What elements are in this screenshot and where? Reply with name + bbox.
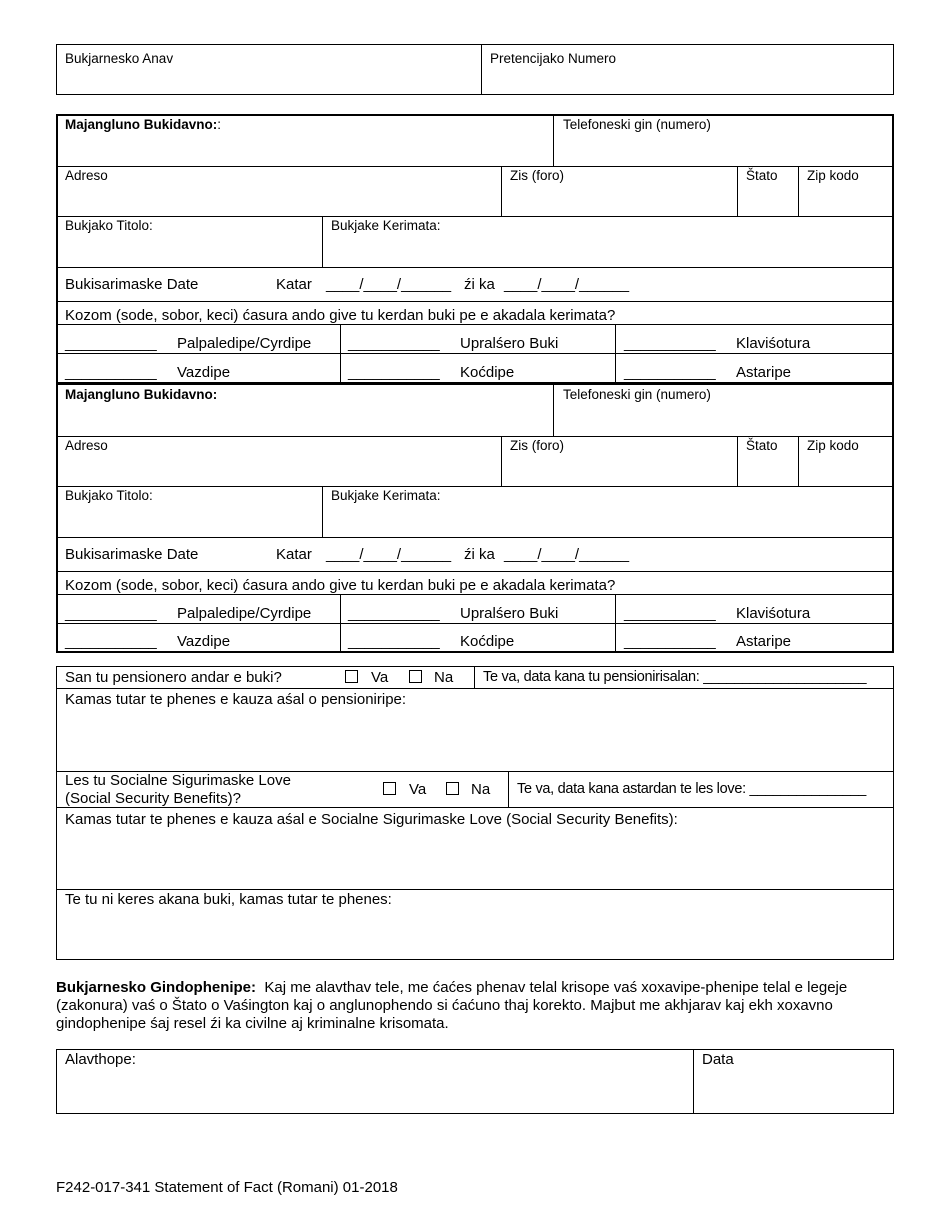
retirement-yes-label: Va (371, 669, 389, 686)
divider (737, 436, 738, 487)
activity-hours-blank[interactable]: ___________ (348, 633, 440, 650)
activity-label: Klaviśotura (736, 605, 811, 622)
signature-field[interactable] (58, 1071, 691, 1112)
employer-2-job-duties-field[interactable] (324, 507, 892, 536)
employer-1-name-label: Majangluno Bukidavno:: (65, 117, 222, 132)
employer-2-job-title-label: Bukjako Titolo: (65, 488, 153, 503)
activity-label: Palpaledipe/Cyrdipe (177, 605, 312, 622)
employer-2-to-date[interactable]: ____/____/______ (504, 546, 630, 563)
employer-1-job-title-field[interactable] (58, 237, 321, 266)
retirement-explain-field[interactable] (58, 710, 892, 769)
retirement-explain-label: Kamas tutar te phenes e kauza aśal o pensioniripe: (65, 691, 407, 708)
divider (508, 771, 509, 807)
ss-no-label: Na (471, 781, 491, 798)
activity-hours-blank[interactable]: ___________ (348, 364, 440, 381)
divider (57, 486, 893, 487)
signature-date-field[interactable] (695, 1071, 892, 1112)
declaration-line-3: gindophenipe śaj resel źi ka civilne aj kriminalne krisomata. (56, 1015, 449, 1032)
activity-hours-blank[interactable]: ___________ (624, 364, 716, 381)
divider (57, 216, 893, 217)
divider (56, 807, 894, 808)
activity-hours-blank[interactable]: ___________ (624, 335, 716, 352)
retirement-yes-checkbox[interactable] (345, 670, 358, 683)
activity-hours-blank[interactable]: ___________ (624, 633, 716, 650)
activity-label: Vazdipe (177, 364, 231, 381)
employer-1-from-date[interactable]: ____/____/______ (326, 276, 452, 293)
ss-question-line1: Les tu Socialne Sigurimaske Love (65, 772, 291, 789)
retirement-question: San tu pensionero andar e buki? (65, 669, 282, 686)
divider (57, 166, 893, 167)
form-id: F242-017-341 Statement of Fact (Romani) 01-2018 (56, 1179, 398, 1196)
divider (737, 166, 738, 217)
employer-1-to-date[interactable]: ____/____/______ (504, 276, 630, 293)
retirement-no-label: Na (434, 669, 454, 686)
employer-1-job-duties-field[interactable] (324, 237, 892, 266)
signature-label: Alavthope: (65, 1051, 136, 1068)
divider (57, 571, 893, 572)
ss-yes-checkbox[interactable] (383, 782, 396, 795)
divider (322, 486, 323, 537)
ss-date-label[interactable]: Te va, data kana astardan te les love: _______________ (517, 781, 866, 797)
divider (693, 1049, 694, 1114)
divider (57, 623, 893, 624)
employer-1-state-label: Štato (746, 168, 778, 183)
employer-1-zip-field[interactable] (800, 187, 892, 215)
ss-no-checkbox[interactable] (446, 782, 459, 795)
divider (501, 436, 502, 487)
employer-1-to-label: źi ka (464, 276, 495, 293)
activity-label: Upralśero Buki (460, 605, 559, 622)
employer-2-city-label: Zis (foro) (510, 438, 564, 453)
employer-2-to-label: źi ka (464, 546, 495, 563)
employer-2-name-field[interactable] (58, 406, 552, 435)
divider (57, 301, 893, 302)
employer-1-zip-label: Zip kodo (807, 168, 859, 183)
employer-2-name-label: Majangluno Bukidavno: (65, 387, 218, 402)
employer-1-state-field[interactable] (739, 187, 797, 215)
ss-explain-label: Kamas tutar te phenes e kauza aśal e Socialne Sigurimaske Love (Social Security Benefits): (65, 811, 678, 828)
divider (57, 594, 893, 595)
employer-1-posture-question: Kozom (sode, sobor, keci) ćasura ando give tu kerdan buki pe e akadala kerimata? (65, 307, 616, 324)
employer-1-phone-field[interactable] (555, 136, 892, 165)
employer-2-address-field[interactable] (58, 457, 500, 485)
employer-2-zip-label: Zip kodo (807, 438, 859, 453)
employee-name-field[interactable] (57, 68, 480, 94)
not-working-label: Te tu ni keres akana buki, kamas tutar te phenes: (65, 891, 392, 908)
divider (57, 436, 893, 437)
divider (57, 353, 893, 354)
employer-1-job-duties-label: Bukjake Kerimata: (331, 218, 441, 233)
divider (322, 216, 323, 267)
employer-1-city-field[interactable] (503, 187, 736, 215)
signature-date-label: Data (702, 1051, 734, 1068)
employee-name-label: Bukjarnesko Anav (65, 51, 174, 66)
employer-2-from-date[interactable]: ____/____/______ (326, 546, 452, 563)
employer-2-phone-field[interactable] (555, 406, 892, 435)
divider (56, 688, 894, 689)
employer-2-address-label: Adreso (65, 438, 108, 453)
ss-question-line2: (Social Security Benefits)? (65, 790, 241, 807)
divider (553, 115, 554, 166)
employer-2-job-duties-label: Bukjake Kerimata: (331, 488, 441, 503)
ss-explain-field[interactable] (58, 830, 892, 887)
divider (553, 385, 554, 436)
activity-label: Astaripe (736, 633, 792, 650)
employer-2-state-field[interactable] (739, 457, 797, 485)
employer-2-zip-field[interactable] (800, 457, 892, 485)
divider (474, 666, 475, 688)
employer-2-dates-label: Bukisarimaske Date (65, 546, 199, 563)
employer-2-from-label: Katar (276, 546, 312, 563)
divider (798, 436, 799, 487)
claim-number-field[interactable] (482, 68, 893, 94)
activity-label: Upralśero Buki (460, 335, 559, 352)
employer-2-posture-question: Kozom (sode, sobor, keci) ćasura ando give tu kerdan buki pe e akadala kerimata? (65, 577, 616, 594)
employer-2-phone-label: Telefoneski gin (numero) (563, 387, 711, 402)
employer-1-name-field[interactable] (58, 136, 552, 165)
claim-number-label: Pretencijako Numero (490, 51, 617, 66)
activity-label: Koćdipe (460, 633, 515, 650)
activity-label: Palpaledipe/Cyrdipe (177, 335, 312, 352)
declaration-line-1: Bukjarnesko Gindophenipe: Kaj me alavthav tele, me ćaćes phenav telal krisope vaś xoxavipe-phenipe telal e legeje (56, 979, 848, 996)
employer-1-city-label: Zis (foro) (510, 168, 564, 183)
not-working-field[interactable] (58, 910, 892, 958)
activity-label: Koćdipe (460, 364, 515, 381)
employer-1-phone-label: Telefoneski gin (numero) (563, 117, 711, 132)
employer-2-state-label: Štato (746, 438, 778, 453)
declaration-title: Bukjarnesko Gindophenipe: (56, 979, 257, 996)
activity-label: Astaripe (736, 364, 792, 381)
activity-hours-blank[interactable]: ___________ (348, 605, 440, 622)
employer-2-city-field[interactable] (503, 457, 736, 485)
employer-1-dates-label: Bukisarimaske Date (65, 276, 199, 293)
activity-hours-blank[interactable]: ___________ (65, 364, 157, 381)
divider (57, 324, 893, 325)
declaration-line-2: (zakonura) vaś o Štato o Vaśington kaj o anglunophendo si ćaćuno thaj korekto. Majbut me akhjarav kaj ekh xoxavno (56, 997, 833, 1014)
divider (501, 166, 502, 217)
divider (798, 166, 799, 217)
employer-1-job-title-label: Bukjako Titolo: (65, 218, 153, 233)
employer-1-address-field[interactable] (58, 187, 500, 215)
activity-hours-blank[interactable]: ___________ (65, 605, 157, 622)
retirement-no-checkbox[interactable] (409, 670, 422, 683)
activity-hours-blank[interactable]: ___________ (348, 335, 440, 352)
employer-1-from-label: Katar (276, 276, 312, 293)
employer-2-job-title-field[interactable] (58, 507, 321, 536)
activity-label: Vazdipe (177, 633, 231, 650)
activity-hours-blank[interactable]: ___________ (65, 335, 157, 352)
activity-label: Klaviśotura (736, 335, 811, 352)
activity-hours-blank[interactable]: ___________ (65, 633, 157, 650)
divider (57, 267, 893, 268)
divider (56, 889, 894, 890)
ss-yes-label: Va (409, 781, 427, 798)
employer-1-address-label: Adreso (65, 168, 108, 183)
divider (57, 537, 893, 538)
retirement-date-label[interactable]: Te va, data kana tu pensionirisalan: _____________________ (483, 669, 867, 685)
activity-hours-blank[interactable]: ___________ (624, 605, 716, 622)
